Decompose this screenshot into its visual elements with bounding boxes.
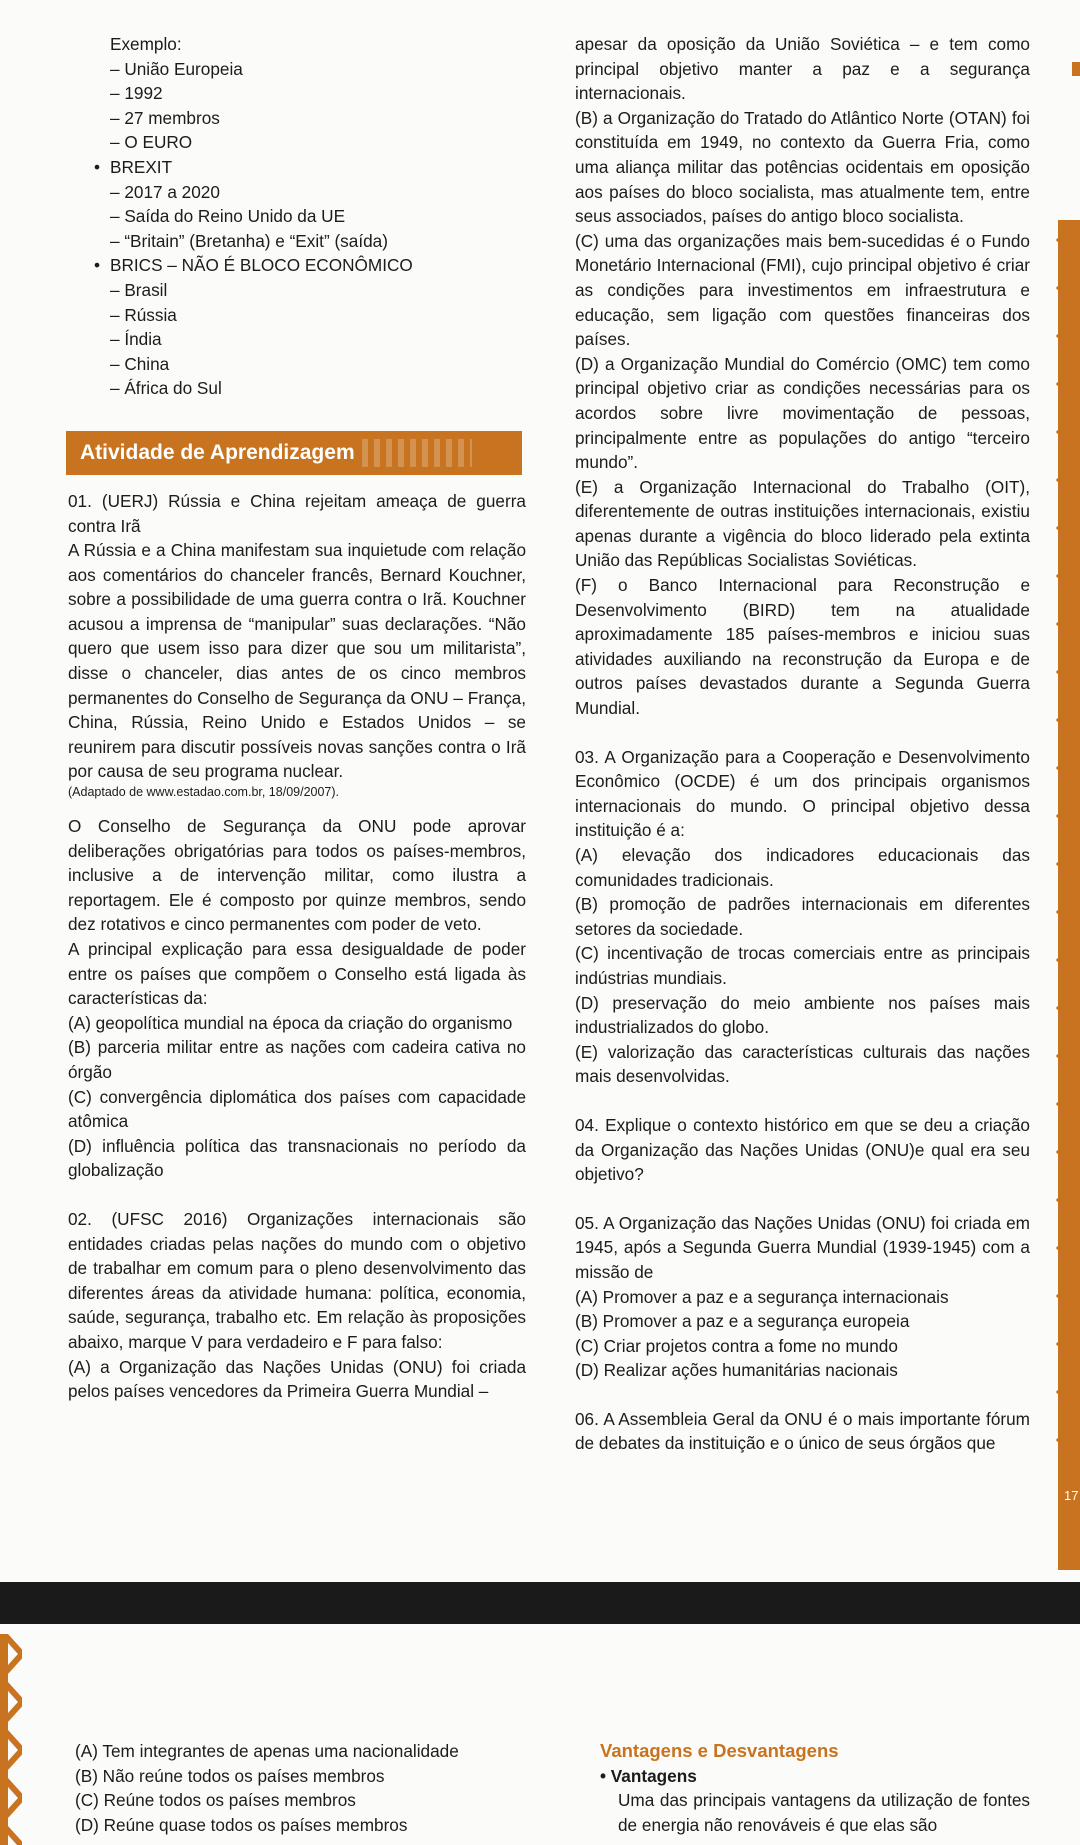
- example-line: – O EURO: [110, 132, 193, 153]
- q5-text: 05. A Organização das Nações Unidas (ONU) foi criada em 1945, após a Segunda Guerra Mundial (1939-1945) com a missão de: [575, 1212, 1030, 1282]
- q1-option: (A) geopolítica mundial na época da criação do organismo: [68, 1012, 513, 1033]
- chevron-border-icon: [1030, 220, 1080, 1470]
- section-title: Vantagens e Desvantagens: [600, 1740, 839, 1761]
- q6-text: 06. A Assembleia Geral da ONU é o mais importante fórum de debates da instituição e o único de seus órgãos que: [575, 1408, 1030, 1454]
- q1-option: (B) parceria militar entre as nações com cadeira cativa no órgão: [68, 1037, 526, 1082]
- left-column: [68, 32, 526, 1404]
- chevron-border-icon: [0, 1634, 22, 1845]
- subsection-heading: • Vantagens: [600, 1765, 697, 1786]
- chevron-mark: [1060, 988, 1080, 1028]
- q6-option: (D) Reúne quase todos os países membros: [75, 1814, 408, 1835]
- chevron-mark: [1060, 508, 1080, 548]
- q2-option-a-start: (A) a Organização das Nações Unidas (ONU) foi criada pelos países vencedores da Primeira Guerra Mundial –: [68, 1356, 526, 1402]
- next-page: [0, 1624, 1080, 1845]
- activity-banner-title: Atividade de Aprendizagem: [80, 440, 355, 464]
- chevron-mark: [1060, 220, 1080, 260]
- chevron-mark: [1060, 1324, 1080, 1364]
- brics-line: – Brasil: [110, 279, 168, 300]
- brics-heading: • BRICS – NÃO É BLOCO ECONÔMICO: [68, 253, 526, 278]
- chevron-mark: [1060, 748, 1080, 788]
- chevron-mark: [1060, 268, 1080, 308]
- chevron-mark: [1060, 844, 1080, 884]
- q2-text: 02. (UFSC 2016) Organizações internacionais são entidades criadas pelas nações do mundo com o objetivo de trabalhar em comum para o pleno desenvolvimento das diferentes áreas da atividade humana: política, economia, saúde, segurança, trabalho etc. Em relação às proposições abaixo, marque V para verdadeiro e F para falso:: [68, 1208, 526, 1352]
- q5-option: (C) Criar projetos contra a fome no mundo: [575, 1335, 898, 1356]
- q1-source: (Adaptado de www.estadao.com.br, 18/09/2007).: [68, 785, 340, 800]
- brexit-line: – Saída do Reino Unido da UE: [110, 206, 346, 227]
- page-divider: [0, 1582, 1080, 1624]
- chevron-mark: [1060, 940, 1080, 980]
- q1-option: (D) influência política das transnacionais no período da globalização: [68, 1135, 526, 1181]
- chevron-mark: [1060, 1372, 1080, 1412]
- chevron-mark: [1060, 412, 1080, 452]
- section-paragraph: Uma das principais vantagens da utilização de fontes de energia não renováveis é que elas são: [618, 1790, 1030, 1835]
- chevron-mark: [1060, 460, 1080, 500]
- q3-option: (A) elevação dos indicadores educacionais das comunidades tradicionais.: [575, 845, 1030, 890]
- q2-option: (E) a Organização Internacional do Trabalho (OIT), diferentemente de outras instituições internacionais, existiu apenas durante a vigência do bloco liderado pela extinta União das Repúblicas Socialistas Soviéticas.: [575, 476, 1030, 571]
- activity-banner: [66, 431, 522, 475]
- q1-question: A principal explicação para essa desigualdade de poder entre os países que compõem o Conselho está ligada às características da:: [68, 939, 526, 1009]
- q5-option: (A) Promover a paz e a segurança internacionais: [575, 1286, 949, 1307]
- q3-option: (C) incentivação de trocas comerciais entre as principais indústrias mundiais.: [575, 943, 1030, 988]
- q4-text: 04. Explique o contexto histórico em que se deu a criação da Organização das Nações Unidas (ONU)e qual era seu objetivo?: [575, 1114, 1030, 1185]
- chevron-mark: [1060, 1276, 1080, 1316]
- q1-text: A Rússia e a China manifestam sua inquietude com relação aos comentários do chanceler francês, Bernard Kouchner, sobre a possibilidade de uma guerra contra o Irã. Kouchner acusou a imprensa de “manipular” suas declarações. “Não quero que usem isso para dizer que sou um militarista”, disse o chanceler, dias antes de os cinco membros permanentes do Conselho de Segurança da ONU – França, China, Rússia, Reino Unido e Estados Unidos – se reunirem para discutir possíveis novas sanções contra o Irã por causa de seu programa nuclear.: [68, 540, 526, 782]
- chevron-mark: [1060, 700, 1080, 740]
- page-number: 17: [1064, 1488, 1079, 1503]
- q5-option: (B) Promover a paz e a segurança europeia: [575, 1311, 910, 1332]
- example-line: – 27 membros: [110, 107, 220, 128]
- chevron-mark: [1060, 556, 1080, 596]
- brexit-line: – 2017 a 2020: [110, 181, 220, 202]
- advantages-section: [600, 1739, 1030, 1837]
- q2-option-a-end: apesar da oposição da União Soviética – e tem como principal objetivo manter a paz e a segurança internacionais.: [575, 34, 1030, 104]
- brics-line: – Rússia: [110, 304, 177, 325]
- q3-option: (D) preservação do meio ambiente nos países mais industrializados do globo.: [575, 992, 1030, 1038]
- chevron-mark: [1060, 604, 1080, 644]
- chevron-mark: [1060, 1084, 1080, 1124]
- q1-title: 01. (UERJ) Rússia e China rejeitam ameaça de guerra contra Irã: [68, 490, 526, 536]
- brics-line: – Índia: [110, 329, 162, 350]
- q2-option: (B) a Organização do Tratado do Atlântico Norte (OTAN) foi constituída em 1949, no contexto da Guerra Fria, como uma aliança militar das potências ocidentais em oposição aos países do bloco socialista, mas atualmente tem, entre seus associados, países do antigo bloco socialista.: [575, 107, 1030, 227]
- q6-options: [75, 1739, 515, 1837]
- right-column: [575, 32, 1030, 1456]
- chevron-mark: [1060, 1132, 1080, 1172]
- q3-option: (B) promoção de padrões internacionais em diferentes setores da sociedade.: [575, 894, 1030, 939]
- q6-option: (B) Não reúne todos os países membros: [75, 1765, 385, 1786]
- q1-option: (C) convergência diplomática dos países com capacidade atômica: [68, 1086, 526, 1132]
- q6-option: (A) Tem integrantes de apenas uma nacionalidade: [75, 1741, 459, 1761]
- chevron-mark: [1060, 1180, 1080, 1220]
- example-line: – 1992: [110, 83, 163, 104]
- example-label: Exemplo:: [110, 34, 182, 54]
- chevron-mark: [1060, 1420, 1080, 1460]
- chevron-mark: [1060, 1036, 1080, 1076]
- chevron-mark: [1060, 652, 1080, 692]
- brics-line: – África do Sul: [110, 378, 222, 399]
- chevron-mark: [1060, 796, 1080, 836]
- brics-line: – China: [110, 353, 170, 374]
- q3-option: (E) valorização das características culturais das nações mais desenvolvidas.: [575, 1041, 1030, 1087]
- q5-option: (D) Realizar ações humanitárias nacionais: [575, 1360, 898, 1381]
- brexit-line: – “Britain” (Bretanha) e “Exit” (saída): [110, 230, 388, 251]
- q2-option: (C) uma das organizações mais bem-sucedidas é o Fundo Monetário Internacional (FMI), cujo principal objetivo é criar as condições para investimentos em infraestrutura e educação, sem ligação com questões financeiras dos países.: [575, 230, 1030, 350]
- chevron-mark: [1060, 1228, 1080, 1268]
- page-edge-mark: [1072, 62, 1080, 76]
- chevron-mark: [1060, 316, 1080, 356]
- q2-option: (F) o Banco Internacional para Reconstrução e Desenvolvimento (BIRD) tem na atualidade aproximadamente 185 países-membros e iniciou suas atividades auxiliando na reconstrução da Europa e de outros países devastados durante a Segunda Guerra Mundial.: [575, 575, 1030, 719]
- subsection-label: Vantagens: [610, 1765, 697, 1786]
- q3-text: 03. A Organização para a Cooperação e Desenvolvimento Econômico (OCDE) é um dos principais organismos internacionais do mundo. O principal objetivo dessa instituição é a:: [575, 746, 1030, 841]
- q6-option: (C) Reúne todos os países membros: [75, 1790, 356, 1811]
- banner-pattern-icon: [362, 439, 472, 467]
- chevron-mark: [1060, 364, 1080, 404]
- chevron-mark: [1060, 892, 1080, 932]
- brexit-heading: • BREXIT: [68, 155, 526, 180]
- q1-body: O Conselho de Segurança da ONU pode aprovar deliberações obrigatórias para todos os países-membros, inclusive a de intervenção militar, como ilustra a reportagem. Ele é composto por quinze membros, sendo dez rotativos e cinco permanentes com poder de veto.: [68, 816, 526, 935]
- example-line: – União Europeia: [110, 58, 243, 79]
- q2-option: (D) a Organização Mundial do Comércio (OMC) tem como principal objetivo criar as condições necessárias para os acordos sobre livre movimentação de pessoas, principalmente entre as populações do antigo “terceiro mundo”.: [575, 353, 1030, 473]
